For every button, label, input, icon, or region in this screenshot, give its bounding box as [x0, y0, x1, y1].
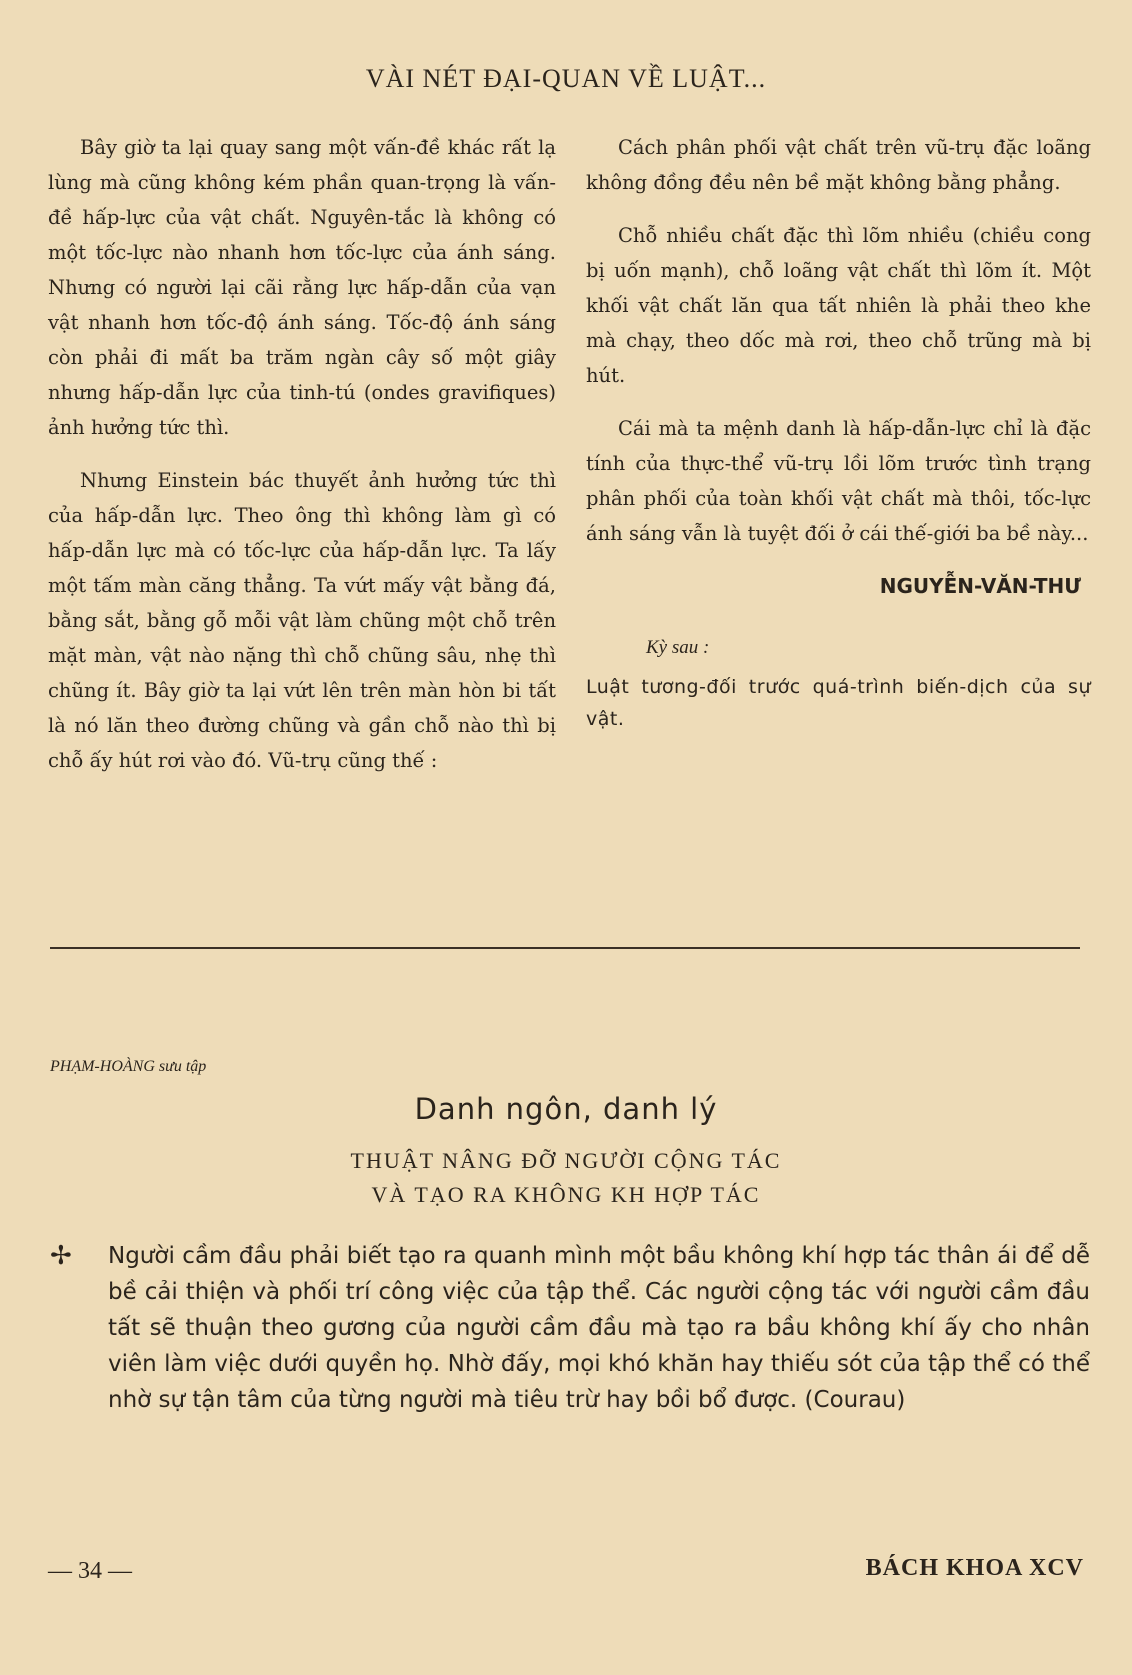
left-column	[48, 130, 556, 796]
right-paragraph-2: Chỗ nhiều chất đặc thì lõm nhiều (chiều cong bị uốn mạnh), chỗ loãng vật chất thì lõm ít. Một khối vật chất lăn qua tất nhiên là phải theo khe mà chạy, theo dốc mà rơi, theo chỗ trũng mà bị hút.	[586, 224, 1091, 387]
quote-block	[50, 1238, 1090, 1418]
section-subtitle-line-2: VÀ TẠO RA KHÔNG KH HỢP TÁC	[371, 1182, 761, 1207]
next-issue-label: Kỳ sau :	[646, 637, 710, 658]
author-signature: NGUYỄN-VĂN-THƯ	[879, 574, 1081, 598]
section-title: Danh ngôn, danh lý	[414, 1092, 718, 1126]
page-number: — 34 —	[48, 1558, 132, 1584]
running-title: VÀI NÉT ĐẠI-QUAN VỀ LUẬT...	[365, 64, 767, 93]
next-issue-text: Luật tương-đối trước quá-trình biến-dịch của sự vật.	[586, 676, 1091, 730]
right-column	[586, 130, 1091, 735]
star-bullet-icon: ✢	[50, 1241, 72, 1271]
magazine-issue: BÁCH KHOA XCV	[865, 1555, 1084, 1581]
compiler-credit: PHẠM-HOÀNG sưu tập	[50, 1058, 207, 1075]
quote-text: Người cầm đầu phải biết tạo ra quanh mình một bầu không khí hợp tác thân ái để dễ bề cải thiện và phối trí công việc của tập thể. Các người cộng tác với người cầm đầu tất sẽ thuận theo gương của người cầm đầu mà tạo ra bầu không khí ấy cho nhân viên làm việc dưới quyền họ. Nhờ đấy, mọi khó khăn hay thiếu sót của tập thể có thể nhờ sự tận tâm của từng người mà tiêu trừ hay bồi bổ được. (Courau)	[108, 1243, 1090, 1413]
right-paragraph-1: Cách phân phối vật chất trên vũ-trụ đặc loãng không đồng đều nên bề mặt không bằng phẳng.	[586, 136, 1091, 194]
left-paragraph-1: Bây giờ ta lại quay sang một vấn-đề khác rất lạ lùng mà cũng không kém phần quan-trọng là vấn-đề hấp-lực của vật chất. Nguyên-tắc là không có một tốc-lực nào nhanh hơn tốc-lực của ánh sáng. Nhưng có người lại cãi rằng lực hấp-dẫn của vạn vật nhanh hơn tốc-độ ánh sáng. Tốc-độ ánh sáng còn phải đi mất ba trăm ngàn cây số một giây nhưng hấp-dẫn lực của tinh-tú (ondes gravifiques) ảnh hưởng tức thì.	[48, 136, 556, 439]
section-divider	[50, 947, 1080, 949]
section-subtitle-line-1: THUẬT NÂNG ĐỠ NGƯỜI CỘNG TÁC	[350, 1148, 782, 1173]
left-paragraph-2: Nhưng Einstein bác thuyết ảnh hưởng tức thì của hấp-dẫn lực. Theo ông thì không làm gì có hấp-dẫn lực mà có tốc-lực của hấp-dẫn lực. Ta lấy một tấm màn căng thẳng. Ta vứt mấy vật bằng đá, bằng sắt, bằng gỗ mỗi vật làm chũng một chỗ trên mặt màn, vật nào nặng thì chỗ chũng sâu, nhẹ thì chũng ít. Bây giờ ta lại vứt lên trên màn hòn bi tất là nó lăn theo đường chũng và gần chỗ nào thì bị chỗ ấy hút rơi vào đó. Vũ-trụ cũng thế :	[48, 469, 556, 772]
right-paragraph-3: Cái mà ta mệnh danh là hấp-dẫn-lực chỉ là đặc tính của thực-thể vũ-trụ lồi lõm trước tình trạng phân phối của toàn khối vật chất mà thôi, tốc-lực ánh sáng vẫn là tuyệt đối ở cái thế-giới ba bề này...	[586, 417, 1091, 545]
